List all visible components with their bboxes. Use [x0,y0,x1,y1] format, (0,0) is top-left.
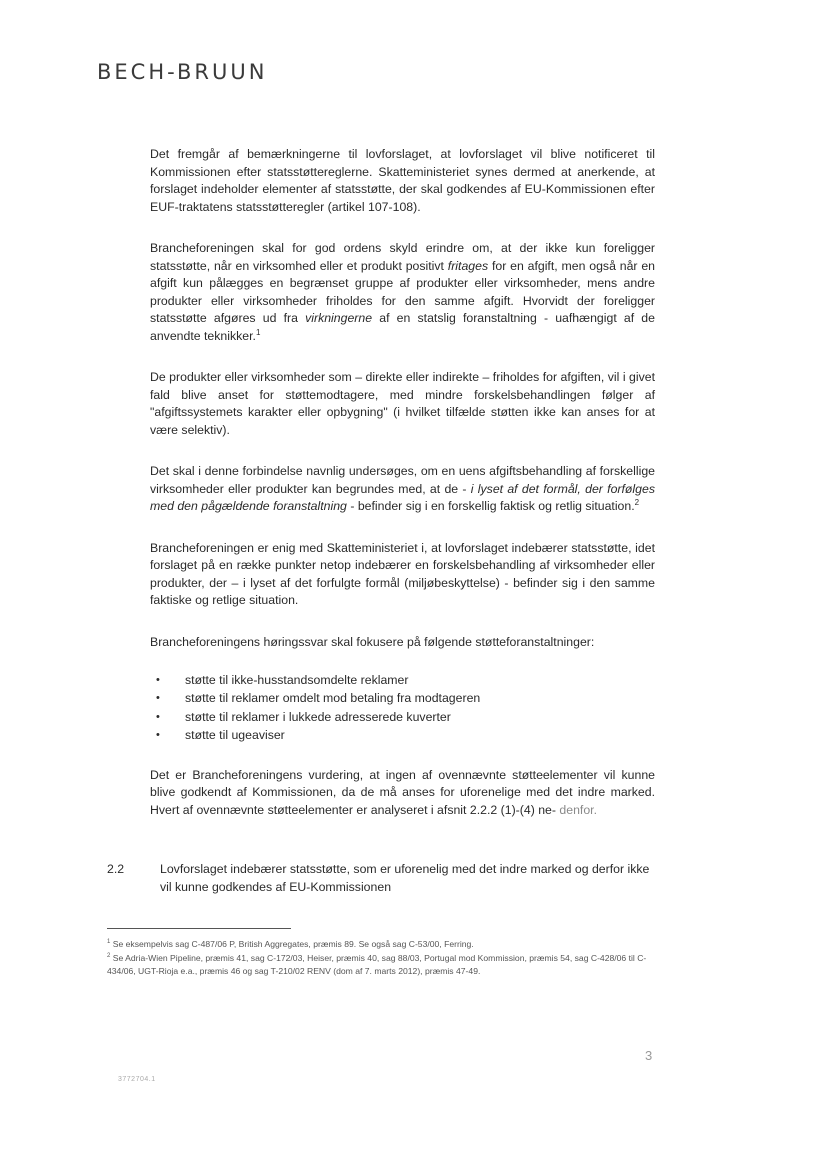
footnote-divider [107,928,291,929]
list-item: • støtte til ugeaviser [150,726,655,744]
paragraph-notification: Det fremgår af bemærkningerne til lovforslaget, at lovforslaget vil blive notificeret til Kommissionen efter statsstøttereglerne. Skatteministeriet synes dermed at anerkende, at forslaget indeholder elementer af statsstøtte, der skal godkendes af EU-Kommissionen efter EUF-traktatens statsstøtteregler (artikel 107-108). [150,147,655,214]
company-logo: BECH-BRUUN [97,60,268,84]
paragraph-focus: Brancheforeningens høringssvar skal fokusere på følgende støtteforanstaltninger: [150,634,595,649]
footnote-1: $^1$ Se eksempelvis sag C-487/06 P, British Aggregates, præmis 89. Se også sag C-53/00, Ferring. [107,938,474,949]
list-item: • støtte til reklamer omdelt mod betaling fra modtageren [150,689,655,707]
list-item: • støtte til reklamer i lukkede adresserede kuverter [150,708,655,726]
bullet-icon: • [156,729,160,742]
footnote-2: $^2$ Se Adria-Wien Pipeline, præmis 41, sag C-172/03, Heiser, præmis 40, sag 88/03, Portugal mod Kommission, præmis 54, sag C-428/06 til C-434/06, UGT-Rioja e.a., præmis 46 og sag T-210/02 RENV (dom af 7. marts 2012), præmis 47-49. [107,953,647,976]
bullet-icon: • [156,692,160,705]
document-body [150,146,655,843]
bullet-icon: • [156,674,160,686]
paragraph-agreement: Brancheforeningen er enig med Skatteministeriet i, at lovforslaget indebærer statsstøtte, idet forslaget på en række punkter netop indebærer en forskelsbehandling af virksomheder eller produkter, der – i lyset af det forfulgte formål (miljøbeskyttelse) - befinder sig i den samme faktiske og retlige situation. [150,540,655,607]
page-number: 3 [645,1048,653,1063]
list-item: • støtte til ikke-husstandsomdelte reklamer [150,671,655,689]
section-number: 2.2 [107,862,125,876]
section-heading [107,860,655,896]
support-measures-list [150,671,655,745]
paragraph-assessment: Det er Brancheforeningens vurdering, at ingen af ovennævnte støtteelementer vil kunne blive godkendt af Kommissionen, da de må anses for uforenelige med det indre marked. Hvert af ovennævnte støtteelementer er analyseret i afsnit 2.2.2 (1)-(4) ne- denfor. [150,767,655,817]
section-title: Lovforslaget indebærer statsstøtte, som er uforenelig med det indre marked og derfor ikke vil kunne godkendes af EU-Kommissionen [160,862,650,894]
footnote-ref-2: 2 [634,497,640,507]
footnotes [107,936,655,977]
paragraph-state-aid-definition: Brancheforeningen skal for god ordens skyld erindre om, at der ikke kun foreligger statsstøtte, når en virksomhed eller et produkt positivt fritages for en afgift, men også når en afgift kun pålægges en begrænset gruppe af produkter eller virksomheder, mens andre produkter eller virksomheder friholdes for den samme afgift. Hvorvidt der foreligger statsstøtte afgøres ud fra virkningerne af en statslig foranstaltning - uafhængigt af de anvendte teknikker.$^1$ [150,241,655,343]
paragraph-selectivity: Det skal i denne forbindelse navnlig undersøges, om en uens afgiftsbehandling af forskellige virksomheder eller produkter kan begrundes med, at de - i lyset af det formål, der forfølges med den pågældende foranstaltning - befinder sig i en forskellig faktisk og retlig situation.$^2$ [150,464,655,513]
paragraph-beneficiaries: De produkter eller virksomheder som – direkte eller indirekte – friholdes for afgiften, vil i givet fald blive anset for støttemodtagere, med mindre forskelsbehandlingen følger af "afgiftssystemets karakter eller opbygning" (i hvilket tilfælde støtten ikke kan anses for at være selektiv). [150,370,655,437]
footnote-ref-1: 1 [255,327,261,337]
document-id: 3772704.1 [118,1076,156,1083]
bullet-icon: • [156,710,160,723]
